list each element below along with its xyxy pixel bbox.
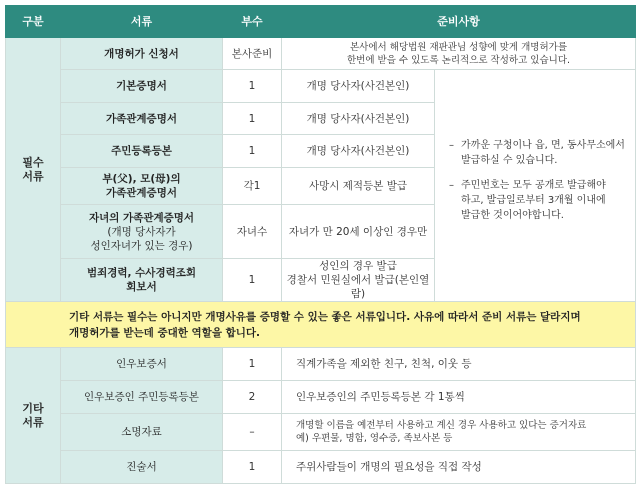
table-row: [6, 414, 636, 451]
count-cell: 자녀수: [223, 205, 282, 259]
prep-cell: 성인의 경우 발급 경찰서 민원실에서 발급(본인열람): [282, 259, 435, 302]
prep-cell: 자녀가 만 20세 이상인 경우만: [282, 205, 435, 259]
header-preparation: 준비사항: [282, 6, 636, 38]
prep-cell: 본사에서 해당법원 재판관님 성향에 맞게 개명허가를 한번에 받을 수 있도록 논리적으로 작성하고 있습니다.: [282, 38, 636, 70]
table-row: [6, 70, 636, 103]
prep-cell: 개명 당사자(사건본인): [282, 103, 435, 135]
header-row: [6, 6, 636, 38]
doc-cell: 개명허가 신청서: [61, 38, 223, 70]
prep-cell: 개명할 이름을 예전부터 사용하고 계신 경우 사용하고 있다는 증거자료 예) 우편물, 명함, 영수증, 족보사본 등: [282, 414, 636, 451]
count-cell: 2: [223, 381, 282, 414]
table-row: [6, 381, 636, 414]
table-row: [6, 38, 636, 70]
count-cell: 본사준비: [223, 38, 282, 70]
count-cell: 1: [223, 103, 282, 135]
doc-cell: 소명자료: [61, 414, 223, 451]
doc-cell: 주민등록등본: [61, 135, 223, 168]
doc-cell: 가족관계증명서: [61, 103, 223, 135]
prep-cell: 개명 당사자(사건본인): [282, 135, 435, 168]
side-note: – 주민번호는 모두 공개로 발급해야 하고, 발급일로부터 3개월 이내에 발급한 것이어야합니다.: [449, 180, 606, 221]
doc-cell: 기본증명서: [61, 70, 223, 103]
documents-table: [5, 5, 636, 484]
side-notes: [435, 70, 636, 302]
count-cell: 1: [223, 259, 282, 302]
doc-cell: 범죄경력, 수사경력조회 회보서: [61, 259, 223, 302]
prep-cell: 개명 당사자(사건본인): [282, 70, 435, 103]
doc-cell: 자녀의 가족관계증명서 (개명 당사자가 성인자녀가 있는 경우): [61, 205, 223, 259]
count-cell: 1: [223, 135, 282, 168]
header-document: 서류: [61, 6, 223, 38]
doc-cell: 인우보증서: [61, 348, 223, 381]
count-cell: 1: [223, 348, 282, 381]
note-text: 기타 서류는 필수는 아니지만 개명사유를 증명할 수 있는 좋은 서류입니다. 사유에 따라서 준비 서류는 달라지며 개명허가를 받는데 중대한 역할을 합니다.: [6, 302, 636, 348]
count-cell: 각1: [223, 168, 282, 205]
prep-cell: 인우보증인의 주민등록등본 각 1통씩: [282, 381, 636, 414]
count-cell: 1: [223, 70, 282, 103]
note-row: [6, 302, 636, 348]
prep-cell: 주위사람들이 개명의 필요성을 직접 작성: [282, 451, 636, 484]
prep-cell: 사망시 제적등본 발급: [282, 168, 435, 205]
count-cell: –: [223, 414, 282, 451]
prep-cell: 직계가족을 제외한 친구, 친척, 이웃 등: [282, 348, 636, 381]
count-cell: 1: [223, 451, 282, 484]
table-row: [6, 451, 636, 484]
category-required: 필수 서류: [6, 38, 61, 302]
category-other: 기타 서류: [6, 348, 61, 484]
doc-cell: 부(父), 모(母)의 가족관계증명서: [61, 168, 223, 205]
table-row: [6, 348, 636, 381]
header-category: 구분: [6, 6, 61, 38]
header-count: 부수: [223, 6, 282, 38]
side-note: – 가까운 구청이나 읍, 면, 동사무소에서 발급하실 수 있습니다.: [449, 140, 625, 166]
doc-cell: 인우보증인 주민등록등본: [61, 381, 223, 414]
doc-cell: 진술서: [61, 451, 223, 484]
